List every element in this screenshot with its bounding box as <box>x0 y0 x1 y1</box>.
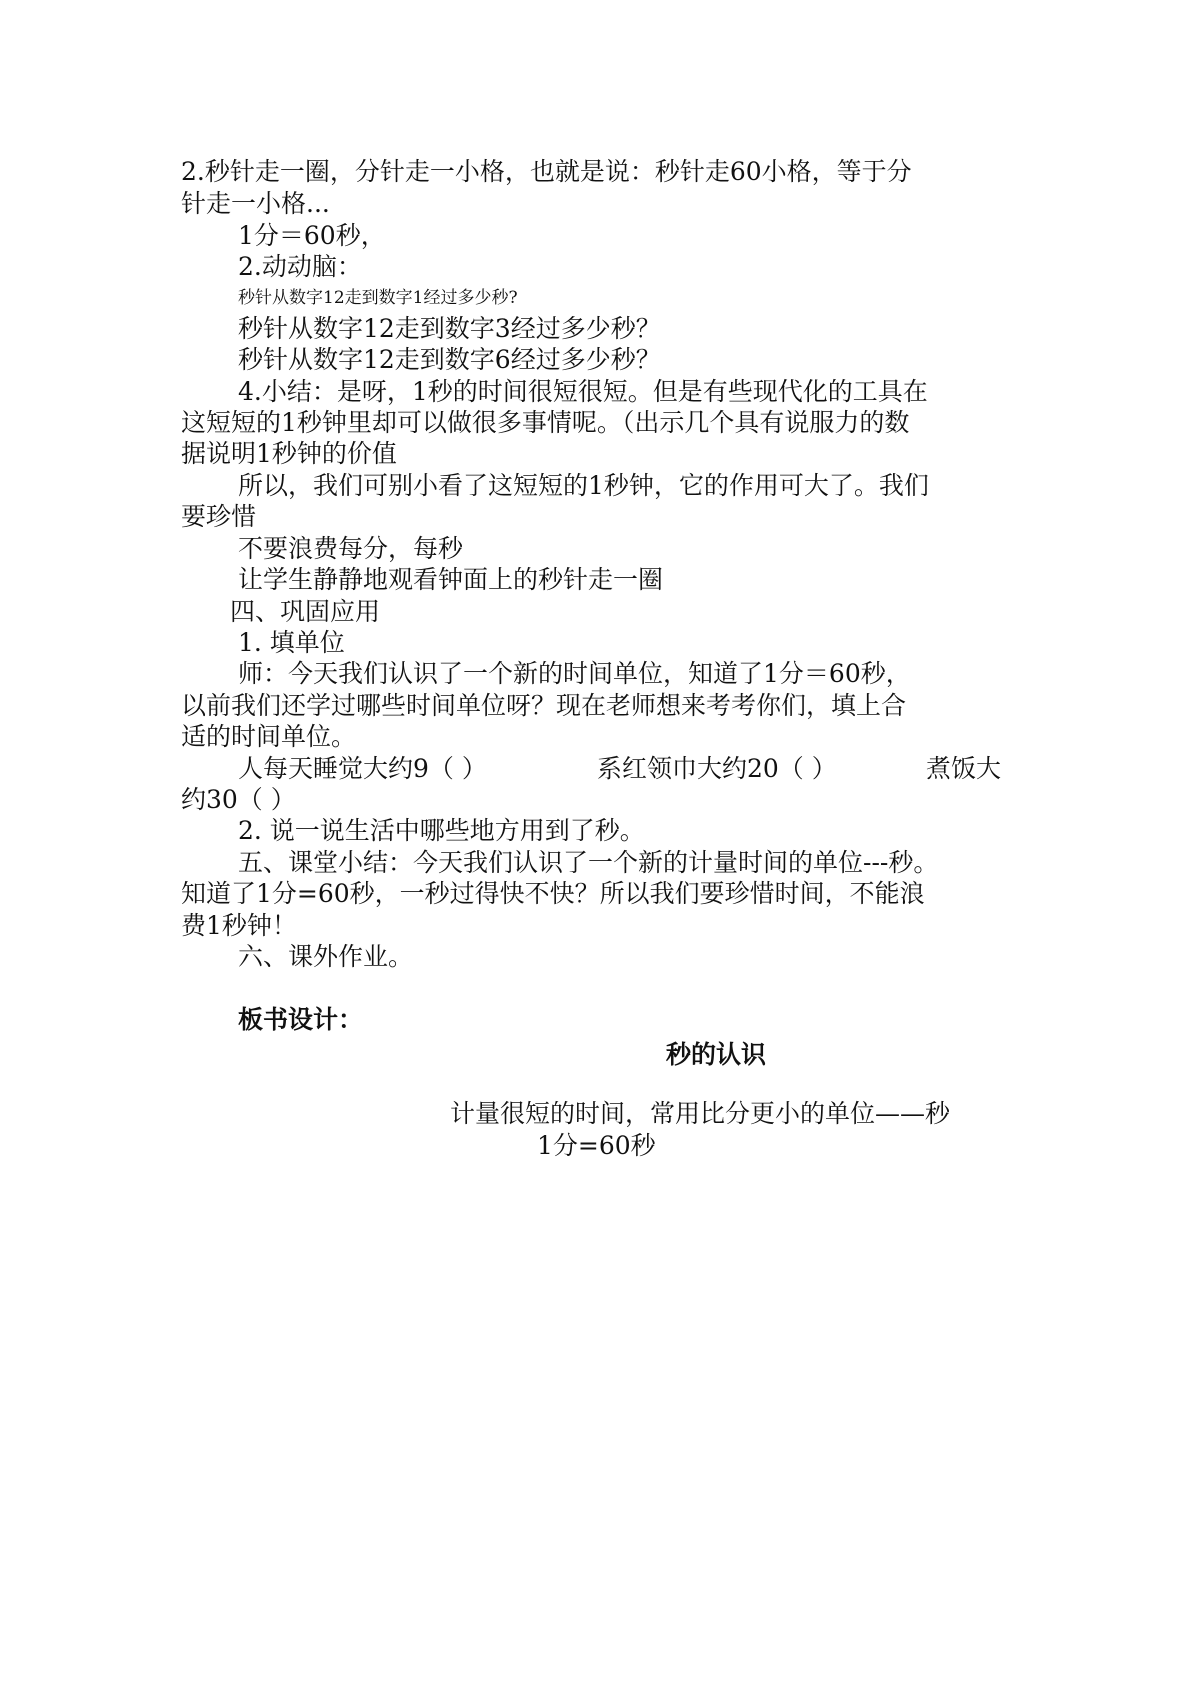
text-line: 知道了1分=60秒，一秒过得快不快？所以我们要珍惜时间，不能浪 <box>181 879 925 908</box>
text-line: 据说明1秒钟的价值 <box>181 439 397 468</box>
text-line: 约30（ ） <box>181 785 296 814</box>
text-line: 1. 填单位 <box>238 628 345 657</box>
text-line: 不要浪费每分，每秒 <box>238 534 464 563</box>
text-line: 针走一小格... <box>181 189 330 218</box>
text-line: 适的时间单位。 <box>181 722 357 751</box>
text-line: 秒针从数字12走到数字3经过多少秒？ <box>238 314 661 343</box>
text-line: 1分＝60秒， <box>238 221 386 250</box>
text-line: 2.秒针走一圈，分针走一小格，也就是说：秒针走60小格，等于分 <box>181 157 912 186</box>
board-line: 计量很短的时间，常用比分更小的单位——秒 <box>450 1099 951 1128</box>
text-line: 以前我们还学过哪些时间单位呀？现在老师想来考考你们，填上合 <box>181 691 907 720</box>
text-line: 要珍惜 <box>181 502 257 531</box>
text-line: 师：今天我们认识了一个新的时间单位，知道了1分＝60秒， <box>238 659 911 688</box>
fill-blank-item: 人每天睡觉大约9（ ） <box>238 754 487 783</box>
text-line: 秒针从数字12走到数字6经过多少秒？ <box>238 345 661 374</box>
text-line: 秒针从数字12走到数字1经过多少秒? <box>238 288 518 308</box>
section-heading: 六、课外作业。 <box>238 942 414 971</box>
board-line: 1分=60秒 <box>537 1131 656 1160</box>
text-line: 所以，我们可别小看了这短短的1秒钟，它的作用可大了。我们 <box>238 471 929 500</box>
section-heading: 五、课堂小结：今天我们认识了一个新的计量时间的单位---秒。 <box>238 848 939 877</box>
board-title: 秒的认识 <box>666 1040 767 1069</box>
section-heading: 四、巩固应用 <box>230 597 381 626</box>
board-design-label: 板书设计： <box>238 1005 364 1034</box>
fill-blank-item: 煮饭大 <box>926 754 1002 783</box>
text-line: 让学生静静地观看钟面上的秒针走一圈 <box>238 565 664 594</box>
text-line: 4.小结：是呀，1秒的时间很短很短。但是有些现代化的工具在 <box>238 377 928 406</box>
fill-blank-item: 系红领巾大约20（ ） <box>597 754 837 783</box>
text-line: 2. 说一说生活中哪些地方用到了秒。 <box>238 816 645 845</box>
text-line: 2.动动脑： <box>238 252 362 281</box>
text-line: 费1秒钟！ <box>181 911 297 940</box>
text-line: 这短短的1秒钟里却可以做很多事情呢。（出示几个具有说服力的数 <box>181 408 910 437</box>
